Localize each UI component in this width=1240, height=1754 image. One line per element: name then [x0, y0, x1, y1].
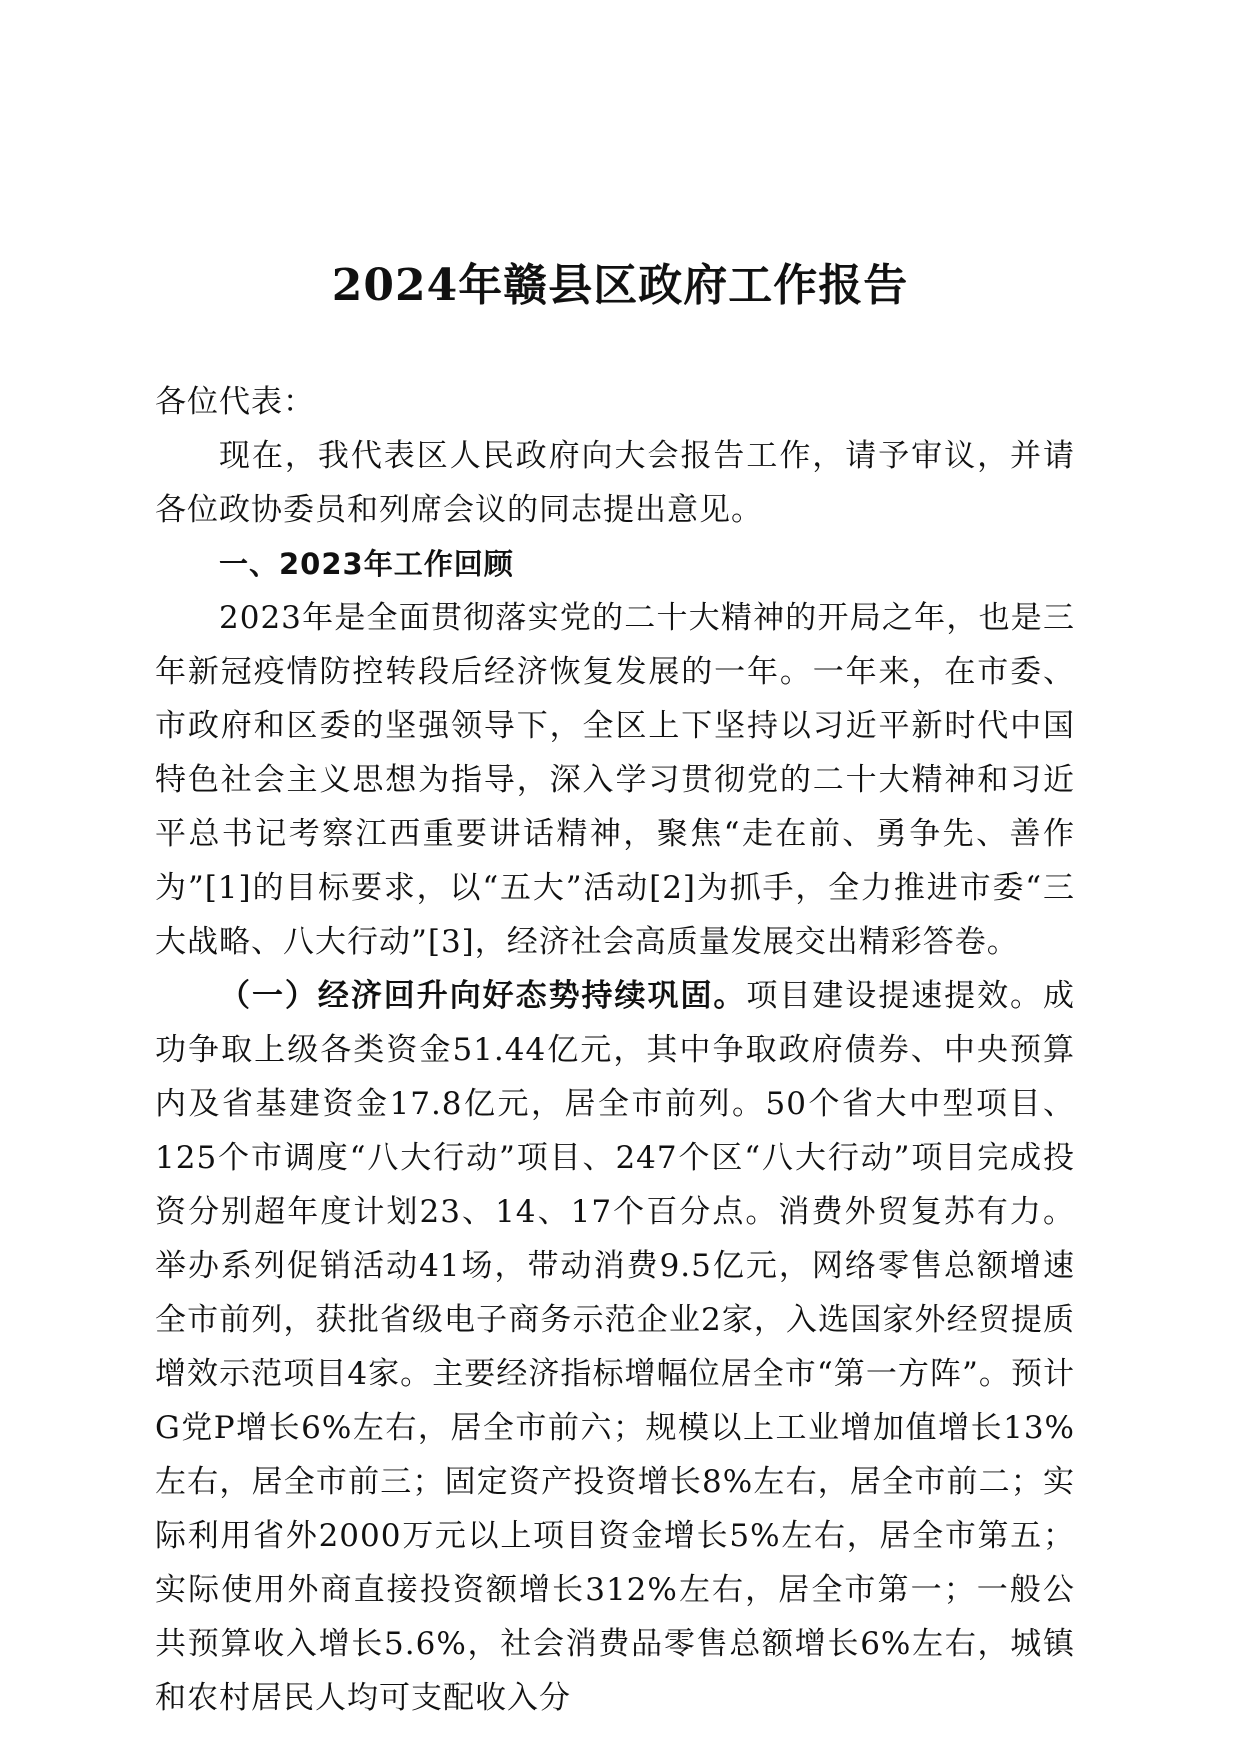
subsection-paragraph	[155, 969, 1075, 1725]
subsection-text: 项目建设提速提效。成功争取上级各类资金51.44亿元，其中争取政府债券、中央预算内及省基建资金17.8亿元，居全市前列。50个省大中型项目、125个市调度“八大行动”项目、247个区“八大行动”项目完成投资分别超年度计划23、14、17个百分点。消费外贸复苏有力。举办系列促销活动41场，带动消费9.5亿元，网络零售总额增速全市前列，获批省级电子商务示范企业2家，入选国家外经贸提质增效示范项目4家。主要经济指标增幅位居全市“第一方阵”。预计G党P增长6%左右，居全市前六；规模以上工业增加值增长13%左右，居全市前三；固定资产投资增长8%左右，居全市前二；实际利用省外2000万元以上项目资金增长5%左右，居全市第五；实际使用外商直接投资额增长312%左右，居全市第一；一般公共预算收入增长5.6%，社会消费品零售总额增长6%左右，城镇和农村居民人均可支配收入分	[155, 978, 1075, 1716]
document-body	[155, 375, 1075, 1725]
subsection-heading: （一）经济回升向好态势持续巩固。	[219, 978, 747, 1014]
section-heading: 一、2023年工作回顾	[219, 547, 514, 581]
intro-paragraph: 现在，我代表区人民政府向大会报告工作，请予审议，并请各位政协委员和列席会议的同志提出意见。	[155, 438, 1075, 528]
document-title: 2024年赣县区政府工作报告	[331, 260, 909, 311]
section-paragraph: 2023年是全面贯彻落实党的二十大精神的开局之年，也是三年新冠疫情防控转段后经济恢复发展的一年。一年来，在市委、市政府和区委的坚强领导下，全区上下坚持以习近平新时代中国特色社会主义思想为指导，深入学习贯彻党的二十大精神和习近平总书记考察江西重要讲话精神，聚焦“走在前、勇争先、善作为”[1]的目标要求，以“五大”活动[2]为抓手，全力推进市委“三大战略、八大行动”[3]，经济社会高质量发展交出精彩答卷。	[155, 600, 1075, 960]
salutation: 各位代表：	[155, 384, 315, 420]
